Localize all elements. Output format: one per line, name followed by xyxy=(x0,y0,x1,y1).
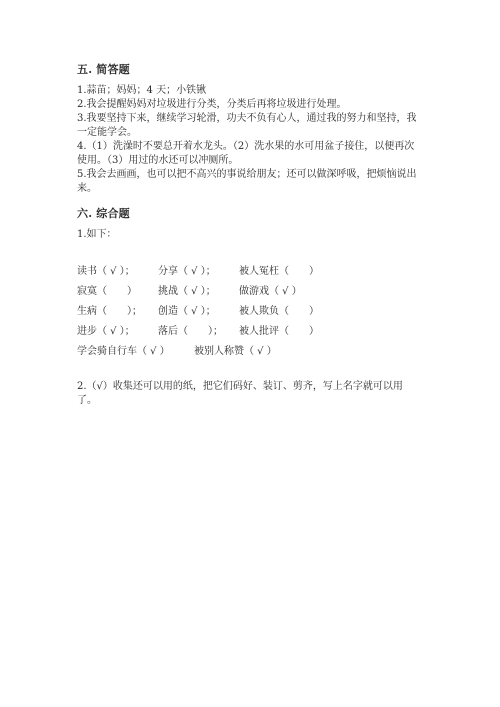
section-6-heading: 六. 综合题 xyxy=(77,207,130,220)
item-1-label: 1.如下： xyxy=(77,229,117,240)
grid-cell: 被人批评（ ） xyxy=(239,326,319,337)
grid-cell: 落后（ ）； xyxy=(158,326,223,337)
answer-line-2: 2.我会提醒妈妈对垃圾进行分类，分类后再将垃圾进行处理。 xyxy=(77,99,347,110)
item-2-line-b: 了。 xyxy=(77,395,97,406)
grid-cell: 寂寞（ ） xyxy=(77,286,137,297)
grid-cell: 生病（ ）； xyxy=(77,306,142,317)
grid-cell: 做游戏（ √ ） xyxy=(239,286,302,297)
section-5-heading: 五. 简答题 xyxy=(77,63,130,76)
answer-line-4b: 使用。（3）用过的水还可以冲厕所。 xyxy=(77,155,239,166)
grid-cell: 创造（ √ ）； xyxy=(158,306,216,317)
grid-cell: 被别人称赞（ √ ） xyxy=(194,346,277,357)
answer-line-4a: 4.（1）洗澡时不要总开着水龙头。（2）洗水果的水可用盆子接住，以便再次 xyxy=(77,141,415,152)
grid-cell: 挑战（ √ ）； xyxy=(158,286,216,297)
item-2-line-a: 2.（√）收集还可以用的纸，把它们码好、装订、剪齐，写上名字就可以用 xyxy=(77,381,403,392)
answer-line-1: 1.蒜苗；妈妈；4 天；小铁锹 xyxy=(77,85,207,96)
answer-line-5b: 来。 xyxy=(77,183,97,194)
answer-line-3a: 3.我要坚持下来，继续学习轮滑，功夫不负有心人，通过我的努力和坚持，我 xyxy=(77,113,417,124)
answer-line-3b: 一定能学会。 xyxy=(77,127,137,138)
grid-cell: 进步（ √ ）； xyxy=(77,326,135,337)
grid-cell: 被人欺负（ ） xyxy=(239,306,319,317)
answer-line-5a: 5.我会去画画，也可以把不高兴的事说给朋友；还可以做深呼吸，把烦恼说出 xyxy=(77,169,417,180)
grid-cell: 学会骑自行车（ √ ） xyxy=(77,346,170,357)
grid-cell: 被人冤枉（ ） xyxy=(239,266,319,277)
grid-cell: 分享（ √ ）； xyxy=(158,266,216,277)
grid-cell: 读书（ √ ）； xyxy=(77,266,135,277)
